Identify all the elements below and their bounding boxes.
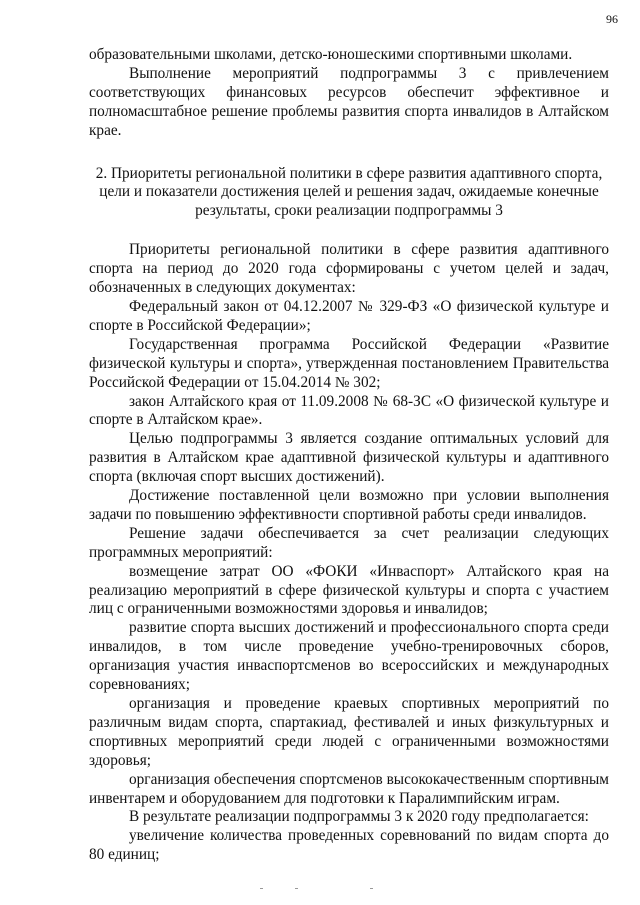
body-paragraph: возмещение затрат ОО «ФОКИ «Инваспорт» Алтайского края на реализацию мероприятий в сфере физической культуры и спорта с участием лиц с ограниченными возможностями здоровья и инвалидов; xyxy=(89,562,609,618)
body-paragraph: Достижение поставленной цели возможно при условии выполнения задачи по повышению эффективности спортивной работы среди инвалидов. xyxy=(89,487,609,523)
scan-mark xyxy=(295,888,298,889)
scan-mark xyxy=(370,888,373,889)
section-heading: 2. Приоритеты региональной политики в сфере развития адаптивного спорта, цели и показатели достижения целей и решения задач, ожидаемые конечные результаты, сроки реализации подпрограммы 3 xyxy=(95,164,603,220)
body-paragraph: закон Алтайского края от 11.09.2008 № 68-ЗС «О физической культуре и спорте в Алтайском крае». xyxy=(89,392,609,429)
spacer xyxy=(89,221,609,241)
intro-paragraph: Выполнение мероприятий подпрограммы 3 с привлечением соответствующих финансовых ресурсов обеспечит эффективное и полномасштабное решение проблемы развития спорта инвалидов в Алтайском крае. xyxy=(89,64,609,139)
body-paragraph: увеличение количества проведенных соревнований по видам спорта до 80 единиц; xyxy=(89,827,609,864)
body-paragraph: Государственная программа Российской Федерации «Развитие физической культуры и спорта», утвержденная постановлением Правительства Российской Федерации от 15.04.2014 № 302; xyxy=(89,335,609,391)
body-paragraph: Решение задачи обеспечивается за счет реализации следующих программных мероприятий: xyxy=(89,524,609,561)
body-paragraph: организация и проведение краевых спортивных мероприятий по различным видам спорта, спартакиад, фестивалей и иных физкультурных и спортивных мероприятий среди людей с ограниченными возможностями здоровья; xyxy=(89,695,609,769)
body-paragraph: Федеральный закон от 04.12.2007 № 329-ФЗ «О физической культуре и спорте в Российской Федерации»; xyxy=(89,297,609,334)
spacer xyxy=(89,141,609,165)
intro-paragraph: образовательными школами, детско-юношескими спортивными школами. xyxy=(89,46,573,63)
body-paragraph: Целью подпрограммы 3 является создание оптимальных условий для развития в Алтайском крае адаптивной физической культуры и адаптивного спорта (включая спорт высших достижений). xyxy=(89,430,609,486)
scan-marks xyxy=(250,888,450,894)
document-body xyxy=(89,46,609,865)
body-paragraph: организация обеспечения спортсменов высококачественным спортивным инвентарем и оборудованием для подготовки к Паралимпийским играм. xyxy=(89,770,609,807)
scan-mark xyxy=(260,888,263,889)
page-number: 96 xyxy=(606,12,618,26)
body-paragraph: В результате реализации подпрограммы 3 к 2020 году предполагается: xyxy=(129,808,589,826)
body-paragraph: Приоритеты региональной политики в сфере развития адаптивного спорта на период до 2020 года сформированы с учетом целей и задач, обозначенных в следующих документах: xyxy=(89,241,609,297)
body-paragraph: развитие спорта высших достижений и профессионального спорта среди инвалидов, в том числе проведение учебно-тренировочных сборов, организация участия инваспортсменов во всероссийских и международных соревнованиях; xyxy=(89,619,609,694)
